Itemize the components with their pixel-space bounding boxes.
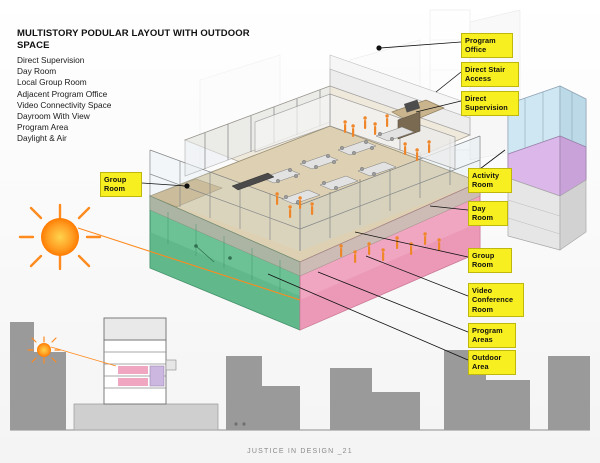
list-item: Daylight & Air: [17, 133, 67, 144]
list-item: Dayroom With View: [17, 111, 90, 122]
footer-caption: JUSTICE IN DESIGN _21: [247, 448, 353, 455]
callout-direct-supervision: Direct Supervision: [461, 91, 519, 116]
callout-program-office: Program Office: [461, 33, 513, 58]
list-item: Direct Supervision: [17, 55, 85, 65]
callout-group-room-left: Group Room: [100, 172, 142, 197]
activity-pod-volume: [508, 86, 586, 196]
list-item: Adjacent Program Office: [17, 88, 108, 99]
callout-activity-room: Activity Room: [468, 168, 512, 193]
callout-outdoor-area: Outdoor Area: [468, 350, 516, 375]
callout-group-room-right: Group Room: [468, 248, 512, 273]
list-item: Program Area: [17, 122, 69, 133]
list-item: Day Room: [17, 66, 57, 77]
callout-day-room: Day Room: [468, 201, 508, 226]
page-title: MULTISTORY PODULAR LAYOUT WITH OUTDOOR SPACE: [17, 28, 250, 51]
feature-list: [17, 55, 277, 145]
list-item: Local Group Room: [17, 77, 87, 88]
title-block: [17, 28, 277, 145]
callout-program-areas: Program Areas: [468, 323, 516, 348]
callout-direct-stair-access: Direct Stair Access: [461, 62, 519, 87]
callout-video-conference-room: Video Conference Room: [468, 283, 524, 317]
list-item: Video Connectivity Space: [17, 99, 112, 110]
